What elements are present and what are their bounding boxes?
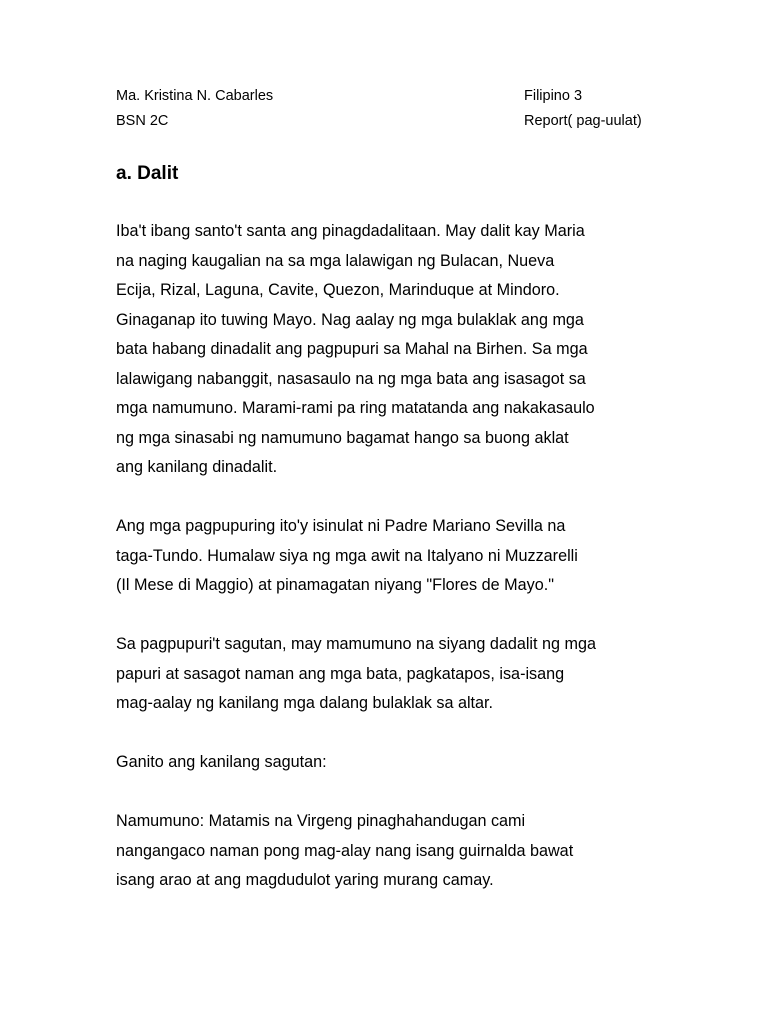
document-header bbox=[116, 86, 656, 136]
paragraph-line: papuri at sasagot naman ang mga bata, pagkatapos, isa-isang bbox=[116, 664, 565, 683]
paragraph-line: mga namumuno. Marami-rami pa ring matatanda ang nakakasaulo bbox=[116, 399, 595, 417]
paragraph bbox=[116, 512, 676, 601]
subject-name: Filipino 3 bbox=[524, 88, 583, 104]
paragraph-line: Sa pagpupuri't sagutan, may mamumuno na siyang dadalit ng mga bbox=[116, 635, 597, 653]
paragraph-line: isang arao at ang magdudulot yaring murang camay. bbox=[116, 871, 494, 889]
paragraph-line: na naging kaugalian na sa mga lalawigan ng Bulacan, Nueva bbox=[116, 251, 555, 270]
report-type: Report( pag-uulat) bbox=[524, 113, 642, 129]
class-section: BSN 2C bbox=[116, 113, 169, 129]
paragraph-line: Namumuno: Matamis na Virgeng pinaghahandugan cami bbox=[116, 812, 526, 830]
paragraph-line: lalawigang nabanggit, nasasaulo na ng mga bata ang isasagot sa bbox=[116, 369, 586, 388]
header-row-1 bbox=[116, 86, 656, 111]
paragraph bbox=[116, 630, 676, 719]
paragraph-line: Ganito ang kanilang sagutan: bbox=[116, 753, 327, 771]
paragraph bbox=[116, 217, 676, 483]
paragraph-line: Ecija, Rizal, Laguna, Cavite, Quezon, Marinduque at Mindoro. bbox=[116, 281, 560, 299]
paragraph-line: taga-Tundo. Humalaw siya ng mga awit na Italyano ni Muzzarelli bbox=[116, 546, 578, 565]
author-name: Ma. Kristina N. Cabarles bbox=[116, 88, 274, 104]
paragraph-line: Iba't ibang santo't santa ang pinagdadalitaan. May dalit kay Maria bbox=[116, 222, 585, 240]
paragraph-line: ang kanilang dinadalit. bbox=[116, 458, 278, 476]
paragraph-line: bata habang dinadalit ang pagpupuri sa Mahal na Birhen. Sa mga bbox=[116, 340, 588, 358]
paragraph bbox=[116, 748, 676, 778]
paragraph-line: Ang mga pagpupuring ito'y isinulat ni Padre Mariano Sevilla na bbox=[116, 517, 566, 535]
section-title: a. Dalit bbox=[116, 163, 179, 184]
paragraph-line: Ginaganap ito tuwing Mayo. Nag aalay ng mga bulaklak ang mga bbox=[116, 310, 584, 329]
paragraph-line: ng mga sinasabi ng namumuno bagamat hango sa buong aklat bbox=[116, 428, 569, 447]
paragraph-line: mag-aalay ng kanilang mga dalang bulaklak sa altar. bbox=[116, 694, 494, 712]
paragraph-line: nangangaco naman pong mag-alay nang isang guirnalda bawat bbox=[116, 841, 574, 860]
document-body bbox=[116, 217, 676, 925]
paragraph bbox=[116, 807, 676, 896]
header-row-2 bbox=[116, 111, 656, 136]
paragraph-line: (Il Mese di Maggio) at pinamagatan niyang "Flores de Mayo." bbox=[116, 576, 554, 594]
